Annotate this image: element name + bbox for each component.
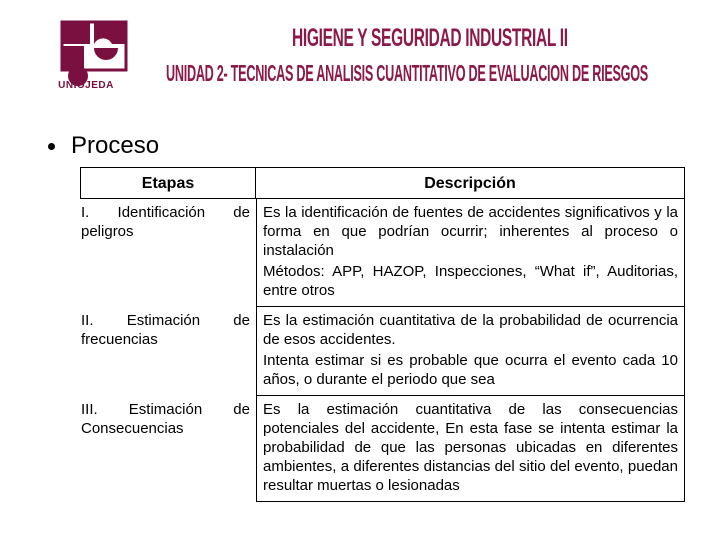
- unit-title: UNIDAD 2- TECNICAS DE ANALISIS CUANTITATIVO DE EVALUACION DE RIESGOS: [166, 60, 648, 86]
- stage-cell: II. Estimación de frecuencias: [81, 312, 250, 348]
- description-text: Es la estimación cuantitativa de las consecuencias potenciales del accidente, En esta fase se intenta estimar la probabilidad de que las personas ubicadas en diferentes ambientes, a diferentes distancias del sitio del evento, puedan resultar muertas o lesionadas: [263, 401, 678, 494]
- table-row: [80, 307, 685, 396]
- course-title: HIGIENE Y SEGURIDAD INDUSTRIAL II: [292, 24, 568, 52]
- description-text: Es la identificación de fuentes de accidentes significativos y la forma en que podrían ocurrir; inherentes al proceso o instalación: [263, 204, 678, 259]
- description-text: Es la estimación cuantitativa de la probabilidad de ocurrencia de esos accidentes.: [263, 312, 678, 348]
- description-text: Intenta estimar si es probable que ocurra el evento cada 10 años, o durante el periodo que sea: [263, 352, 678, 388]
- description-text: Métodos: APP, HAZOP, Inspecciones, “What if”, Auditorias, entre otros: [263, 263, 678, 299]
- process-table: [80, 167, 685, 502]
- logo-text: UNIOJEDA: [58, 80, 114, 91]
- table-row: [80, 199, 685, 307]
- description-cell: [256, 396, 685, 502]
- header-description: Descripción: [256, 167, 685, 199]
- stage-cell: I. Identificación de peligros: [81, 204, 250, 240]
- bullet-item: [40, 132, 159, 160]
- bullet-icon: [48, 143, 55, 150]
- stage-cell: III. Estimación de Consecuencias: [81, 401, 250, 437]
- bullet-text: Proceso: [71, 132, 160, 159]
- description-cell: [256, 199, 685, 307]
- table-row: [80, 396, 685, 502]
- header-stages: Etapas: [80, 167, 256, 199]
- description-cell: [256, 307, 685, 396]
